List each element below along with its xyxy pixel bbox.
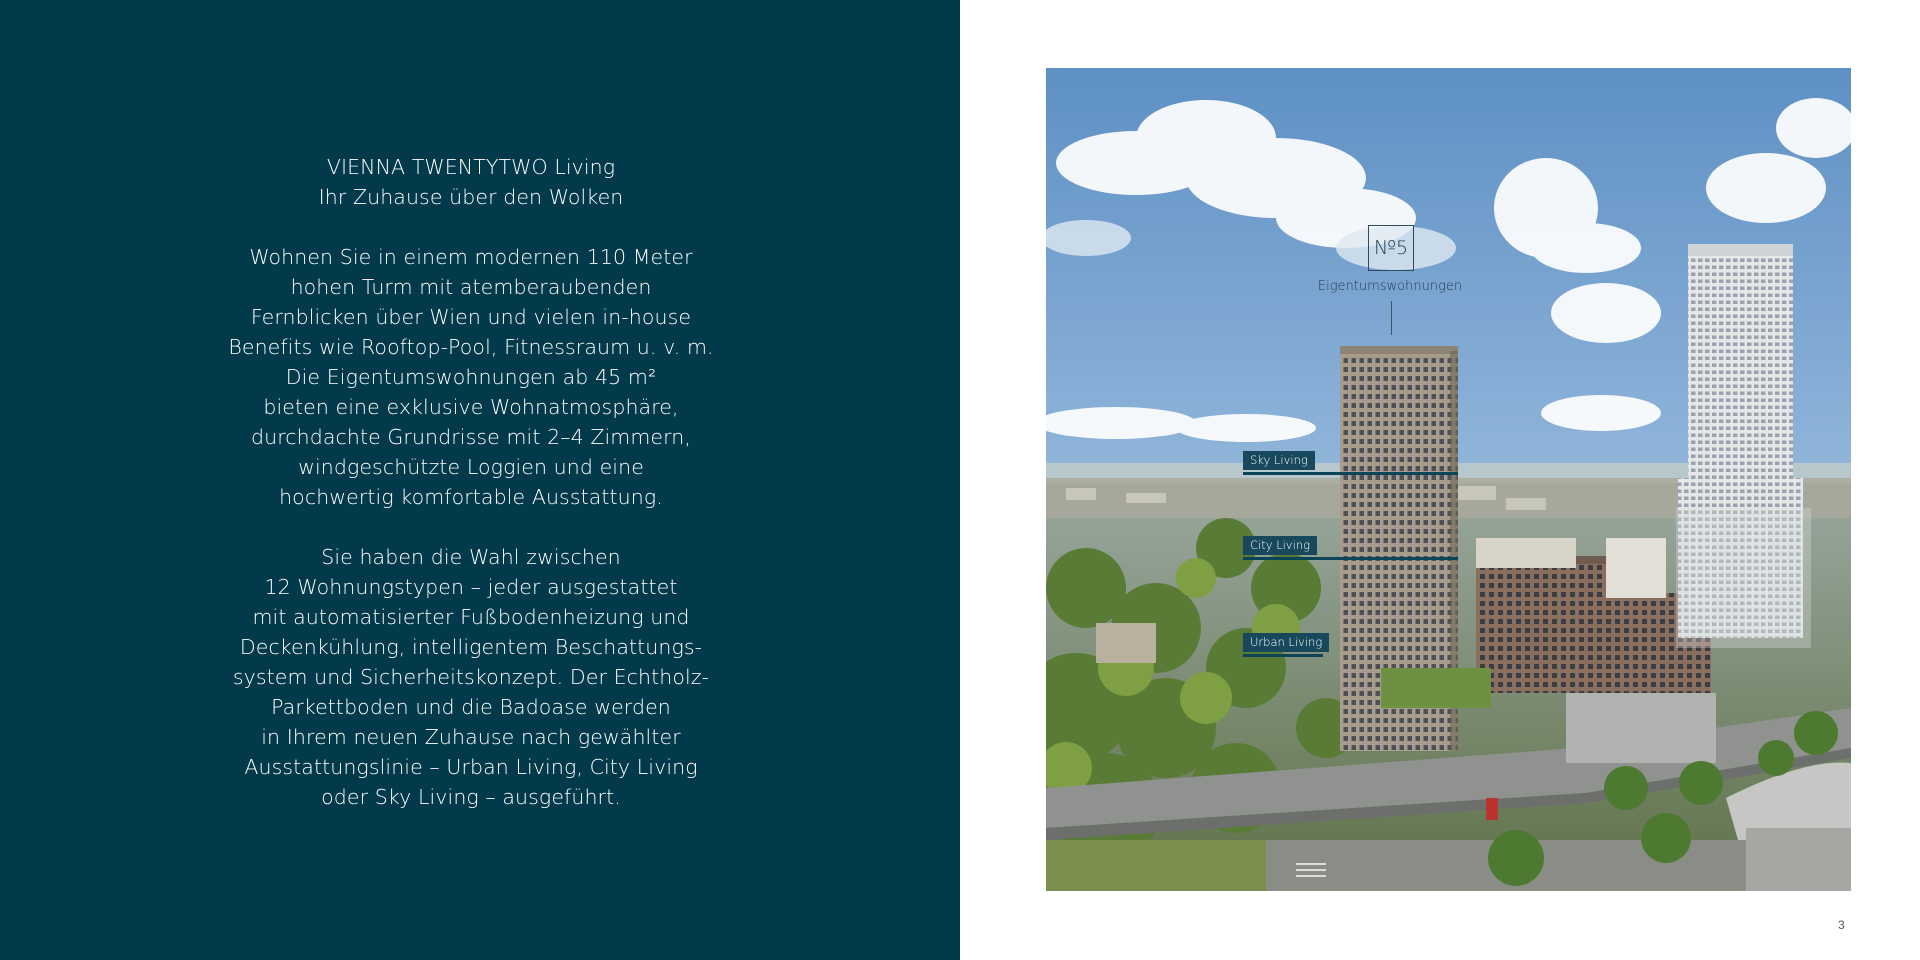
paragraph-intro: [160, 242, 782, 512]
text-line: Ausstattungslinie – Urban Living, City Living: [244, 755, 698, 779]
heading-block: [160, 152, 782, 212]
page-number: 3: [1838, 918, 1845, 932]
text-line: Sie haben die Wahl zwischen: [321, 545, 621, 569]
text-block: [160, 152, 782, 842]
text-line: hohen Turm mit atemberaubenden: [290, 275, 652, 299]
text-line: Benefits wie Rooftop-Pool, Fitnessraum u. v. m.: [228, 335, 714, 359]
text-line: hochwertig komfortable Ausstattung.: [279, 485, 663, 509]
text-line: durchdachte Grundrisse mit 2–4 Zimmern,: [250, 425, 691, 449]
text-line: Parkettboden und die Badoase werden: [271, 695, 671, 719]
text-line: bieten eine exklusive Wohnatmosphäre,: [263, 395, 679, 419]
text-line: Deckenkühlung, intelligentem Beschattungs-: [239, 635, 703, 659]
text-line: Die Eigentumswohnungen ab 45 m²: [285, 365, 657, 389]
paragraph-features: [160, 542, 782, 812]
level-label-urban: Urban Living: [1243, 633, 1329, 652]
level-line-sky: [1243, 472, 1458, 475]
level-label-sky: Sky Living: [1243, 451, 1315, 470]
tower-caption: Eigentumswohnungen: [1317, 279, 1463, 294]
text-line: system und Sicherheitskonzept. Der Echtholz-: [232, 665, 710, 689]
text-line: Fernblicken über Wien und vielen in-house: [250, 305, 692, 329]
level-line-city: [1243, 557, 1458, 560]
level-label-city: City Living: [1243, 536, 1317, 555]
text-line: mit automatisierter Fußbodenheizung und: [252, 605, 690, 629]
text-line: windgeschützte Loggien und eine: [298, 455, 644, 479]
text-line: Wohnen Sie in einem modernen 110 Meter: [249, 245, 693, 269]
text-line: in Ihrem neuen Zuhause nach gewählter: [261, 725, 681, 749]
rendering-illustration: [1046, 68, 1851, 891]
level-line-urban: [1243, 654, 1323, 657]
tower-pointer-line: [1391, 301, 1392, 335]
text-line: oder Sky Living – ausgeführt.: [321, 785, 621, 809]
tagline: Ihr Zuhause über den Wolken: [318, 185, 624, 209]
brand-title: VIENNA TWENTYTWO Living: [326, 155, 616, 179]
text-line: 12 Wohnungstypen – jeder ausgestattet: [264, 575, 678, 599]
tower-number-badge: №5: [1368, 225, 1414, 271]
building-rendering: [1046, 68, 1851, 891]
